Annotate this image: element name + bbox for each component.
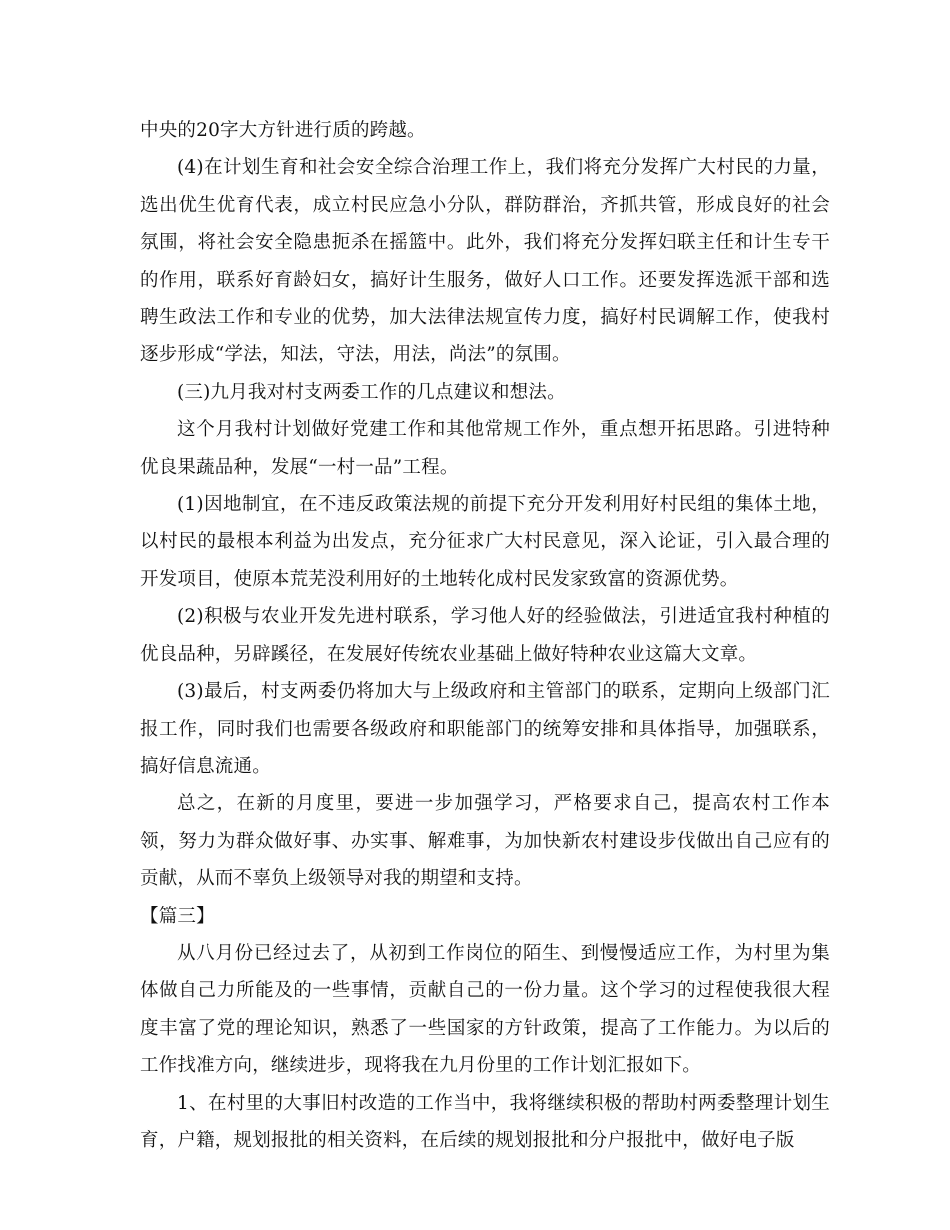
paragraph-item-1-land-use: (1)因地制宜，在不违反政策法规的前提下充分开发利用好村民组的集体土地，以村民的最根本利益为出发点，充分征求广大村民意见，深入论证，引入最合理的开发项目，使原本荒芜没利用好的土地转化成村民发家致富的资源优势。 <box>140 494 830 590</box>
paragraph-item-1-renovation: 1、在村里的大事旧村改造的工作当中，我将继续积极的帮助村两委整理计划生育，户籍，规划报批的相关资料，在后续的规划报批和分户报批中，做好电子版 <box>140 1092 830 1151</box>
document-body <box>140 112 830 1159</box>
section-heading-suggestions: (三)九月我对村支两委工作的几点建议和想法。 <box>177 381 566 403</box>
paragraph-item-2-agriculture: (2)积极与农业开发先进村联系，学习他人好的经验做法，引进适宜我村种植的优良品种，另辟蹊径，在发展好传统农业基础上做好特种农业这篇大文章。 <box>140 606 830 665</box>
paragraph-monthly-plan: 这个月我村计划做好党建工作和其他常规工作外，重点想开拓思路。引进特种优良果蔬品种，发展“一村一品”工程。 <box>140 419 830 478</box>
paragraph-summary: 总之，在新的月度里，要进一步加强学习，严格要求自己，提高农村工作本领，努力为群众做好事、办实事、解难事，为加快新农村建设步伐做出自己应有的贡献，从而不辜负上级领导对我的期望和支持。 <box>140 793 830 890</box>
section-heading-part-three: 【篇三】 <box>140 905 215 927</box>
paragraph-item-3-communication: (3)最后，村支两委仍将加大与上级政府和主管部门的联系，定期向上级部门汇报工作，同时我们也需要各级政府和职能部门的统筹安排和具体指导，加强联系，搞好信息流通。 <box>140 681 830 777</box>
paragraph-continuation: 中央的20字大方针进行质的跨越。 <box>140 120 426 141</box>
paragraph-item-4-family-planning: (4)在计划生育和社会安全综合治理工作上，我们将充分发挥广大村民的力量，选出优生优育代表，成立村民应急小分队，群防群治，齐抓共管，形成良好的社会氛围，将社会安全隐患扼杀在摇篮中。此外，我们将充分发挥妇联主任和计生专干的作用，联系好育龄妇女，搞好计生服务，做好人口工作。还要发挥选派干部和选聘生政法工作和专业的优势，加大法律法规宣传力度，搞好村民调解工作，使我村逐步形成“学法，知法，守法，用法，尚法”的氛围。 <box>140 157 830 366</box>
paragraph-intro-part-three: 从八月份已经过去了，从初到工作岗位的陌生、到慢慢适应工作，为村里为集体做自己力所能及的一些事情，贡献自己的一份力量。这个学习的过程使我很大程度丰富了党的理论知识，熟悉了一些国家的方针政策，提高了工作能力。为以后的工作找准方向，继续进步，现将我在九月份里的工作计划汇报如下。 <box>140 942 830 1077</box>
